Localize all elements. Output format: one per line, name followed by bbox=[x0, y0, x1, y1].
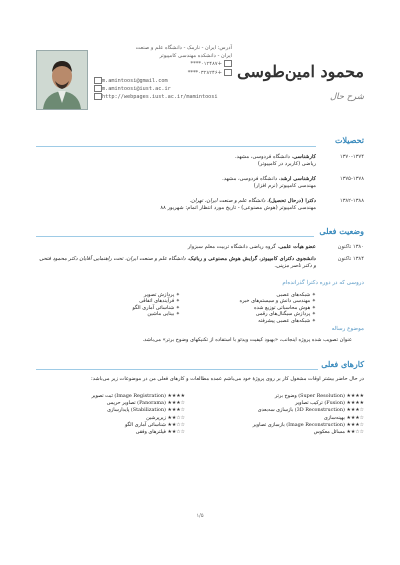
divider bbox=[36, 236, 314, 237]
skill-item: مسائل معکوس ★★☆☆ bbox=[313, 429, 364, 436]
education-years: ۱۳۷۰-۱۳۷۴ bbox=[339, 154, 364, 160]
courses-list-right bbox=[186, 292, 316, 324]
rating-stars: ★★★☆ bbox=[167, 400, 185, 407]
skill-item: فیلترهای وفقی ★★☆☆ bbox=[135, 429, 185, 436]
resume-subtitle: شرح حال bbox=[329, 92, 364, 102]
current-work-heading: کارهای فعلی bbox=[321, 359, 364, 369]
mobile-icon bbox=[224, 69, 232, 76]
status-detail: ، گروه ریاضی دانشگاه تربیت معلم سبزوار bbox=[187, 244, 280, 250]
skill-item: پایدارسازی (Stabilization) ★★★☆ bbox=[107, 407, 185, 414]
profile-photo bbox=[36, 50, 88, 110]
phone-icon bbox=[224, 60, 232, 67]
current-work-intro: در حال حاضر بیشتر اوقات مشغول کار بر روی پروژۀ خود می‌باشم عمده مطالعات و کارهای فعلی من در موضوعات زیر می‌باشد: bbox=[91, 376, 364, 382]
thesis-text: عنوان تصویب شده پروژه اینجانب، «بهبود کیفیت ویدئو با استفاده از تکنیکهای وضوح برتر» می‌باشد. bbox=[142, 337, 352, 343]
divider bbox=[36, 146, 316, 147]
skill-item: شناسائی آماری الگو ★★☆☆ bbox=[124, 421, 185, 428]
rating-stars: ★★☆☆ bbox=[167, 421, 185, 428]
skill-item: بازسازی سه‌بعدی (3D Reconstruction) ★★★☆ bbox=[257, 407, 364, 414]
status-title: دانشجوی دکترای کامپیوتر، گرایش هوش مصنوعی و رباتیک bbox=[188, 256, 316, 262]
email[interactable]: m.amintoosi@gmail.com bbox=[102, 77, 168, 84]
degree-title: کارشناسی ارشد bbox=[280, 176, 316, 182]
degree-sub: ریاضی (کاربرد در کامپیوتر) bbox=[257, 161, 316, 168]
skill-item: وضوح برتر (Super Resolution) ★★★★ bbox=[274, 393, 364, 399]
email-icon-2 bbox=[94, 85, 102, 92]
phone-1: +۰۱۲۴۸۷**** bbox=[190, 61, 222, 68]
rating-stars: ★★☆☆ bbox=[167, 429, 185, 436]
skill-item: بهینه‌سازی ★★★☆ bbox=[323, 414, 364, 421]
skills-right bbox=[253, 393, 364, 436]
skill-item: زیرپرشین ★★☆☆ bbox=[146, 414, 185, 421]
list-item: ⁕ فرآیندهای اتفاقی bbox=[90, 298, 180, 304]
divider bbox=[36, 369, 318, 370]
person-name: محمود امین‌طوسی bbox=[237, 62, 364, 81]
rating-stars: ★★★★ bbox=[346, 393, 364, 399]
email-icon bbox=[94, 77, 102, 84]
skills-left bbox=[91, 393, 185, 436]
degree-detail: ، دانشگاه فردوسی، مشهد. bbox=[235, 154, 294, 160]
courses-heading: دروسی که در دوره دکترا گذرانده‌ام bbox=[282, 280, 364, 286]
list-item: ⁕ پردازش سیگنال‌های رقمی bbox=[186, 311, 316, 317]
rating-stars: ★★★★ bbox=[346, 400, 364, 407]
degree-title: کارشناسی bbox=[293, 154, 316, 160]
list-item: ⁕ بینایی ماشین bbox=[90, 311, 180, 317]
address-line-2: ایران - دانشکده مهندسی کامپیوتر bbox=[159, 53, 232, 60]
list-item: ⁕ مهندسی دانش و سیستم‌های خبره bbox=[186, 298, 316, 304]
page-number: ۱/۵ bbox=[196, 513, 204, 519]
education-years: ۱۳۷۵-۱۳۷۸ bbox=[339, 176, 364, 182]
contact-block bbox=[92, 44, 232, 101]
list-item: ⁕ شبکه‌های عصبی پیشرفته bbox=[186, 318, 316, 324]
skill-item: ترکیب تصاویر (Fusion) ★★★★ bbox=[295, 400, 364, 407]
list-item: ⁕ شناسائی آماری الگو bbox=[90, 305, 180, 311]
rating-stars: ★★★☆ bbox=[346, 407, 364, 414]
rating-stars: ★★★☆ bbox=[167, 407, 185, 414]
education-years: ۱۳۸۲-۱۳۸۸ bbox=[339, 198, 364, 204]
rating-stars: ★★★☆ bbox=[346, 414, 364, 421]
status-title: عضو هیأت علمی bbox=[279, 244, 316, 250]
rating-stars: ★★★★ bbox=[167, 393, 185, 399]
rating-stars: ★★☆☆ bbox=[167, 414, 185, 421]
skill-item: ثبت تصویر (Image Registration) ★★★★ bbox=[91, 393, 185, 399]
status-years: ۱۳۸۴ تاکنون bbox=[337, 256, 364, 262]
thesis-heading: موضوع رساله bbox=[331, 326, 364, 332]
current-status-heading: وضعیت فعلی bbox=[319, 226, 364, 236]
degree-detail: ، دانشگاه فردوسی، مشهد. bbox=[222, 176, 281, 182]
website-link[interactable]: http://webpages.iust.ac.ir/mamintoosi bbox=[102, 94, 218, 101]
list-item: ⁕ پردازش تصویر bbox=[90, 292, 180, 298]
status-years: ۱۳۸۰ تاکنون bbox=[337, 244, 364, 250]
phone-2: +۰۳۲۸۲۴۶**** bbox=[187, 69, 222, 76]
rating-stars: ★★☆☆ bbox=[346, 429, 364, 436]
address-line-1: آدرس: ایران - نارمک - دانشگاه علم و صنعت bbox=[135, 45, 232, 51]
list-item: ⁕ شبکه‌های عصبی bbox=[186, 292, 316, 298]
status-detail: ، دانشگاه علم و صنعت ایران، تحت راهنمایی آقایان دکتر محمود فتحی و دکتر ناصر مزینی. bbox=[39, 256, 316, 270]
skill-item: تصاویر حریمی (Panorama) ★★★☆ bbox=[106, 400, 185, 407]
rating-stars: ★★★☆ bbox=[346, 421, 364, 428]
degree-sub: مهندسی کامپیوتر (نرم افزار) bbox=[253, 183, 316, 190]
list-item: ⁕ هوش محاسباتی توزیع شده bbox=[186, 305, 316, 311]
email-2[interactable]: m.amintoosi@iust.ac.ir bbox=[102, 86, 171, 93]
skill-item: بازسازی تصاویر (Image Reconstruction) ★★★☆ bbox=[252, 421, 364, 428]
web-icon bbox=[94, 93, 102, 100]
courses-list-left bbox=[90, 292, 180, 318]
degree-detail: ، دانشگاه علم و صنعت ایران، تهران. bbox=[189, 198, 269, 204]
degree-title: دکترا (درحال تحصیل) bbox=[268, 198, 316, 204]
education-heading: تحصیلات bbox=[334, 135, 364, 145]
degree-sub: مهندسی کامپیوتر (هوش مصنوعی) - تاریخ مورد انتظار اتمام: شهریور ۸۸ bbox=[160, 205, 316, 212]
